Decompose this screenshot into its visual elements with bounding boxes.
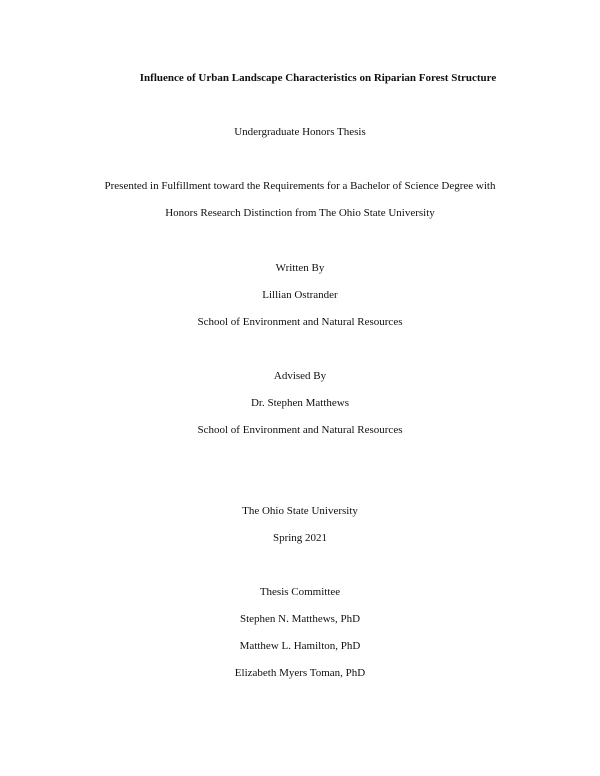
written-by-label: Written By: [275, 262, 325, 274]
thesis-title: Influence of Urban Landscape Characteristics on Riparian Forest Structure: [139, 72, 497, 84]
advisor-name: Dr. Stephen Matthews: [250, 397, 350, 409]
advised-by-label: Advised By: [273, 370, 327, 382]
author-affiliation: School of Environment and Natural Resources: [197, 316, 403, 328]
committee-member: Elizabeth Myers Toman, PhD: [234, 667, 366, 679]
committee-member: Matthew L. Hamilton, PhD: [239, 640, 361, 652]
term: Spring 2021: [272, 532, 328, 544]
committee-label: Thesis Committee: [259, 586, 341, 598]
thesis-type: Undergraduate Honors Thesis: [234, 126, 366, 138]
advisor-affiliation: School of Environment and Natural Resources: [197, 424, 403, 436]
presented-line-1: Presented in Fulfillment toward the Requirements for a Bachelor of Science Degree with: [104, 180, 496, 192]
author-name: Lillian Ostrander: [262, 289, 338, 301]
committee-member: Stephen N. Matthews, PhD: [239, 613, 361, 625]
institution: The Ohio State University: [242, 505, 358, 517]
presented-line-2: Honors Research Distinction from The Ohio State University: [165, 207, 435, 219]
